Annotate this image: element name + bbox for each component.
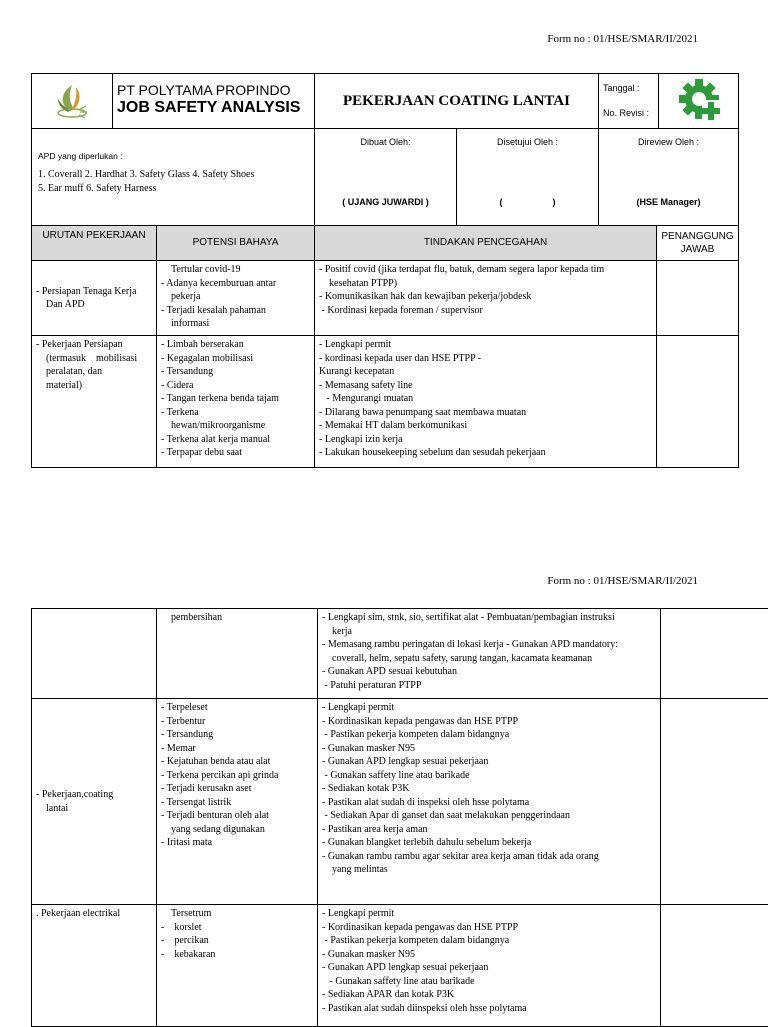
urutan-text: . Pekerjaan electrikal: [36, 908, 120, 919]
disetujui-cell: [457, 129, 599, 227]
urutan-pekerjaan-cell: [32, 336, 157, 468]
tindakan-pencegahan-item: - Gunakan masker N95: [322, 948, 656, 962]
potensi-bahaya-item: - Kegagalan mobilisasi: [161, 352, 310, 366]
urutan-text: - Pekerjaan Persiapan (termasuk mobilisasi peralatan, dan material): [36, 339, 137, 391]
urutan-text: - Persiapan Tenaga Kerja Dan APD: [36, 286, 136, 311]
tindakan-pencegahan-item: - Pastikan alat sudah diinspeksi oleh hsse polytama: [322, 1002, 656, 1016]
tindakan-pencegahan-item: - Komunikasikan hak dan kewajiban pekerja/jobdesk: [319, 290, 652, 304]
revisi-label: No. Revisi :: [603, 107, 654, 119]
urutan-text: - Pekerjaan,coating lantai: [36, 789, 113, 814]
tindakan-pencegahan-item: - Kordinasikan kepada pengawas dan HSE PTPP: [322, 921, 656, 935]
tindakan-pencegahan-item: - Gunakan APD lengkap sesuai pekerjaan: [322, 961, 656, 975]
tindakan-pencegahan-item: - Patuhi peraturan PTPP: [322, 679, 656, 693]
apd-cell: [32, 129, 315, 227]
job-title: PEKERJAAN COATING LANTAI: [315, 74, 599, 129]
tindakan-pencegahan-item: - Kordinasi kepada foreman / supervisor: [319, 304, 652, 318]
urutan-pekerjaan-cell: [32, 609, 157, 699]
tindakan-pencegahan-cell: [318, 905, 661, 1027]
dibuat-label: Dibuat Oleh:: [315, 136, 456, 148]
potensi-bahaya-item: - Terjadi kerusakn aset: [161, 782, 313, 796]
tindakan-pencegahan-item: - Sediakan kotak P3K: [322, 782, 656, 796]
potensi-bahaya-item: - korslet: [161, 921, 313, 935]
potensi-bahaya-item: - Tersandung: [161, 365, 310, 379]
penanggung-jawab-cell: [657, 261, 739, 336]
header-potensi: POTENSI BAHAYA: [157, 226, 315, 261]
header-penanggung: PENANGGUNG JAWAB: [657, 226, 739, 261]
table-row: [32, 609, 768, 699]
urutan-pekerjaan-cell: [32, 261, 157, 336]
tindakan-pencegahan-item: - Gunakan APD sesuai kebutuhan: [322, 665, 656, 679]
company-title-cell: [113, 74, 315, 129]
table-row: [32, 336, 739, 468]
potensi-bahaya-item: - Terkena alat kerja manual: [161, 433, 310, 447]
header-tindakan: TINDAKAN PENCEGAHAN: [315, 226, 657, 261]
potensi-bahaya-item: - Memar: [161, 742, 313, 756]
jsa-table-page-2: [31, 608, 768, 1027]
potensi-bahaya-item: - Terbentur: [161, 715, 313, 729]
jsa-header-table: [31, 73, 739, 227]
tindakan-pencegahan-item: - Lengkapi permit: [322, 701, 656, 715]
penanggung-jawab-cell: [657, 336, 739, 468]
direview-cell: [599, 129, 739, 227]
potensi-bahaya-item: - Kejatuhan benda atau alat: [161, 755, 313, 769]
tindakan-pencegahan-cell: [318, 699, 661, 905]
tindakan-pencegahan-item: - Kordinasikan kepada pengawas dan HSE PTPP: [322, 715, 656, 729]
company-name: PT POLYTAMA PROPINDO: [117, 83, 314, 98]
tindakan-pencegahan-item: - Lakukan housekeeping sebelum dan sesudah pekerjaan: [319, 446, 652, 460]
tindakan-pencegahan-item: - Pastikan area kerja aman: [322, 823, 656, 837]
potensi-bahaya-item: - Tersandung: [161, 728, 313, 742]
urutan-pekerjaan-cell: [32, 905, 157, 1027]
urutan-pekerjaan-cell: [32, 699, 157, 905]
apd-line-2: 5. Ear muff 6. Safety Harness: [38, 182, 310, 196]
disetujui-name: ( ): [457, 196, 598, 208]
table-row: [32, 699, 768, 905]
potensi-bahaya-item: pembersihan: [161, 611, 313, 625]
potensi-bahaya-item: - Cidera: [161, 379, 310, 393]
tindakan-pencegahan-item: - kordinasi kepada user dan HSE PTPP - Kurangi kecepatan: [319, 352, 652, 379]
tindakan-pencegahan-cell: [315, 261, 657, 336]
tindakan-pencegahan-item: - Sediakan APAR dan kotak P3K: [322, 988, 656, 1002]
penanggung-jawab-cell: [661, 609, 768, 699]
polytama-leaf-icon: [50, 79, 94, 119]
tindakan-pencegahan-item: - Gunakan blangket terlebih dahulu sebelum bekerja: [322, 836, 656, 850]
date-revision-cell: [599, 74, 659, 129]
tindakan-pencegahan-cell: [318, 609, 661, 699]
potensi-bahaya-item: - Tersengat listrik: [161, 796, 313, 810]
tindakan-pencegahan-item: - Gunakan saffety line atau barikade: [322, 975, 656, 989]
header-urutan: URUTAN PEKERJAAN: [32, 226, 157, 261]
apd-line-1: 1. Coverall 2. Hardhat 3. Safety Glass 4. Safety Shoes: [38, 168, 310, 182]
penanggung-jawab-cell: [661, 905, 768, 1027]
form-number-page-2: Form no : 01/HSE/SMAR/II/2021: [547, 575, 698, 587]
dibuat-name: ( UJANG JUWARDI ): [315, 196, 456, 208]
potensi-bahaya-cell: [157, 905, 318, 1027]
tindakan-pencegahan-item: - Pastikan pekerja kompeten dalam bidangnya: [322, 728, 656, 742]
potensi-bahaya-item: Tertular covid-19: [161, 263, 310, 277]
tindakan-pencegahan-item: - Lengkapi permit: [319, 338, 652, 352]
form-number: Form no : 01/HSE/SMAR/II/2021: [547, 33, 698, 45]
table-row: [32, 905, 768, 1027]
tindakan-pencegahan-item: - Lengkapi izin kerja: [319, 433, 652, 447]
potensi-bahaya-cell: [157, 609, 318, 699]
tindakan-pencegahan-item: - Mengurangi muatan: [319, 392, 652, 406]
potensi-bahaya-item: - Terjadi kesalah pahaman informasi: [161, 304, 310, 331]
potensi-bahaya-item: Tersetrum: [161, 907, 313, 921]
potensi-bahaya-cell: [157, 261, 315, 336]
safety-logo-cell: [659, 74, 739, 129]
tindakan-pencegahan-item: - Gunakan masker N95: [322, 742, 656, 756]
potensi-bahaya-item: - percikan: [161, 934, 313, 948]
jsa-table-page-1: [31, 225, 739, 468]
potensi-bahaya-item: - Tangan terkena benda tajam: [161, 392, 310, 406]
potensi-bahaya-item: - Terpeleset: [161, 701, 313, 715]
tindakan-pencegahan-item: - Memasang safety line: [319, 379, 652, 393]
tindakan-pencegahan-item: - Gunakan rambu rambu agar sekitar area kerja aman tidak ada orang yang melintas: [322, 850, 656, 877]
company-logo-cell: [32, 74, 113, 129]
penanggung-jawab-cell: [661, 699, 768, 905]
tindakan-pencegahan-item: - Pastikan pekerja kompeten dalam bidangnya: [322, 934, 656, 948]
potensi-bahaya-item: - Adanya kecemburuan antar pekerja: [161, 277, 310, 304]
tindakan-pencegahan-item: - Gunakan APD lengkap sesuai pekerjaan: [322, 755, 656, 769]
tindakan-pencegahan-item: - Positif covid (jika terdapat flu, batuk, demam segera lapor kepada tim kesehatan PTPP): [319, 263, 652, 290]
tindakan-pencegahan-cell: [315, 336, 657, 468]
table-row: [32, 261, 739, 336]
potensi-bahaya-item: - Terkena hewan/mikroorganisme: [161, 406, 310, 433]
tindakan-pencegahan-item: - Lengkapi permit: [322, 907, 656, 921]
potensi-bahaya-item: - Iritasi mata: [161, 836, 313, 850]
document-title: JOB SAFETY ANALYSIS: [117, 98, 314, 119]
direview-label: Direview Oleh :: [599, 136, 738, 148]
dibuat-cell: [315, 129, 457, 227]
tindakan-pencegahan-item: - Sediakan Apar di ganset dan saat melakukan penggerindaan: [322, 809, 656, 823]
direview-name: (HSE Manager): [599, 196, 738, 208]
tindakan-pencegahan-item: - Gunakan saffety line atau barikade: [322, 769, 656, 783]
potensi-bahaya-item: - Terjadi benturan oleh alat yang sedang digunakan: [161, 809, 313, 836]
tindakan-pencegahan-item: - Memasang rambu peringatan di lokasi kerja - Gunakan APD mandatory: coverall, helm, sepatu safety, sarung tangan, kacamata keamanan: [322, 638, 656, 665]
tanggal-label: Tanggal :: [603, 82, 654, 94]
safety-gear-cross-icon: [676, 76, 722, 122]
potensi-bahaya-item: - Terkena percikan api grinda: [161, 769, 313, 783]
potensi-bahaya-item: - Limbah berserakan: [161, 338, 310, 352]
tindakan-pencegahan-item: - Memakai HT dalam berkomunikasi: [319, 419, 652, 433]
potensi-bahaya-cell: [157, 699, 318, 905]
tindakan-pencegahan-item: - Dilarang bawa penumpang saat membawa muatan: [319, 406, 652, 420]
potensi-bahaya-item: - kebakaran: [161, 948, 313, 962]
potensi-bahaya-cell: [157, 336, 315, 468]
disetujui-label: Disetujui Oleh :: [457, 136, 598, 148]
tindakan-pencegahan-item: - Pastikan alat sudah di inspeksi oleh hsse polytama: [322, 796, 656, 810]
potensi-bahaya-item: - Terpapar debu saat: [161, 446, 310, 460]
apd-label: APD yang diperlukan :: [38, 151, 310, 162]
tindakan-pencegahan-item: - Lengkapi sim, stnk, sio, sertifikat alat - Pembuatan/pembagian instruksi kerja: [322, 611, 656, 638]
